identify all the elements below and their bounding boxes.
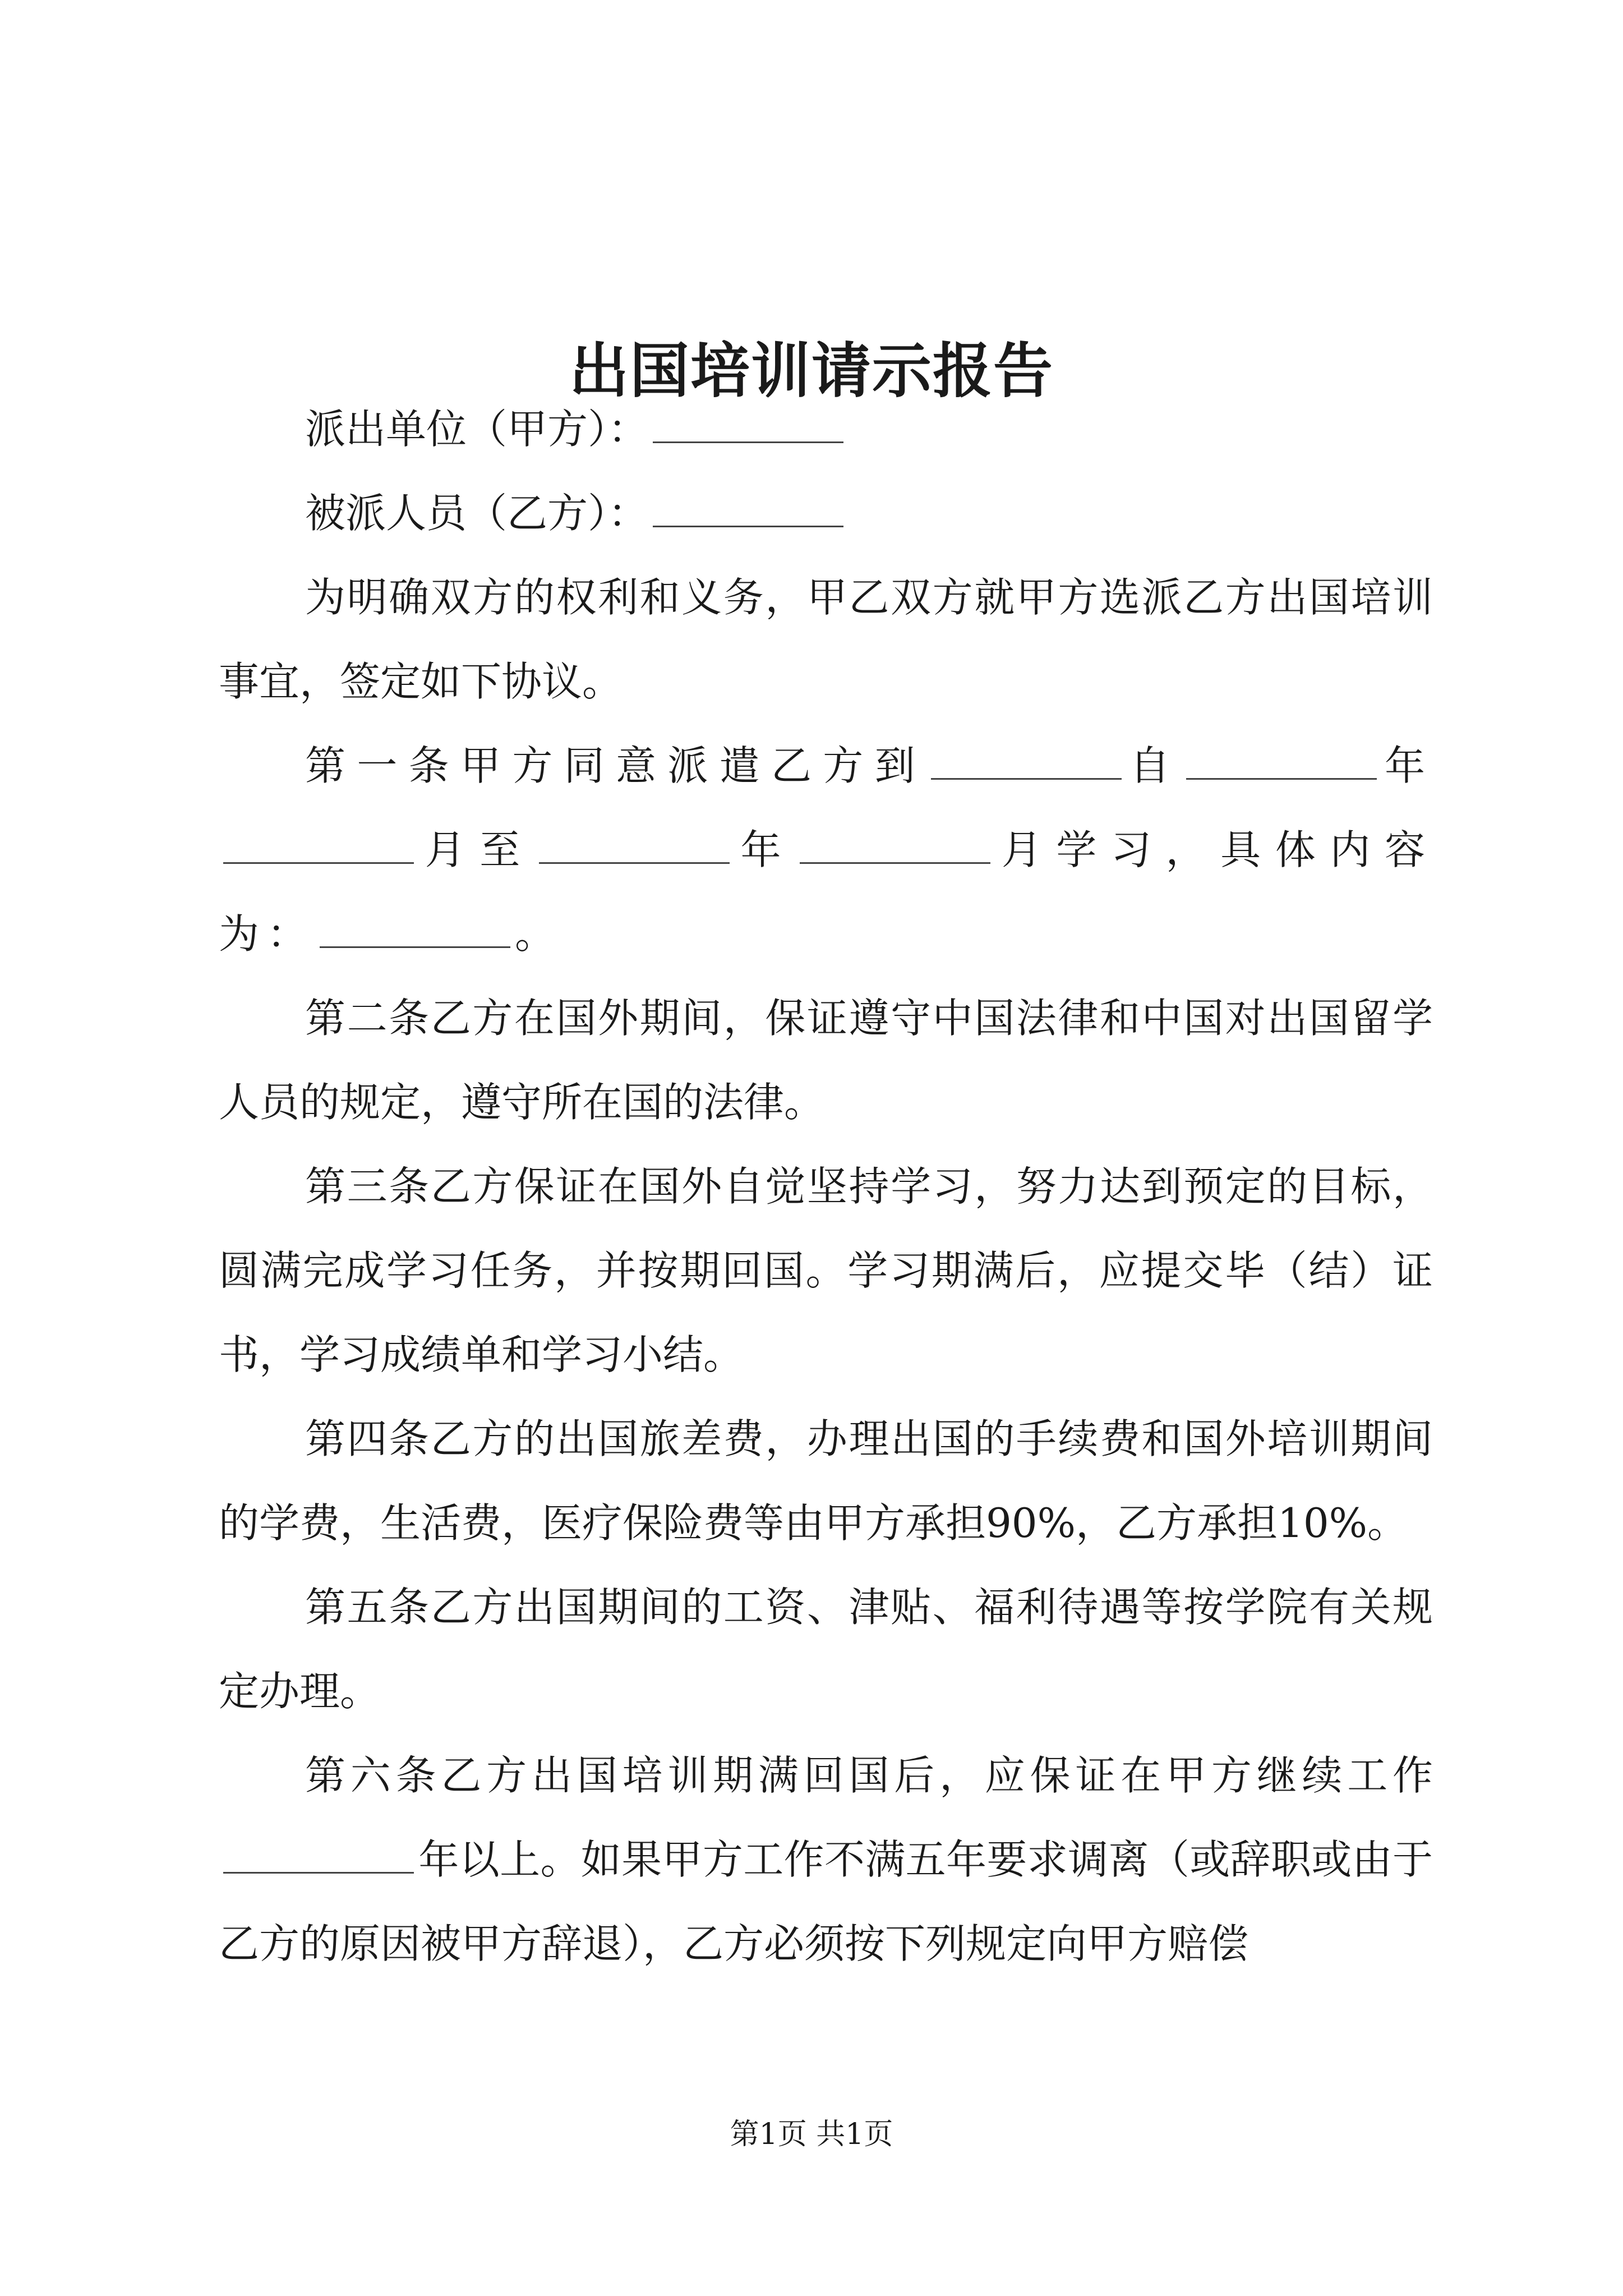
- party-b-label: 被派人员（乙方）：: [305, 490, 649, 537]
- end-month-blank: [800, 825, 990, 864]
- party-a-line: [219, 387, 1433, 471]
- start-year-blank: [1186, 741, 1377, 780]
- article-6-text-2: 年以上。如果甲方工作不满五年要求调离（或辞职或由于乙方的原因被甲方辞退），乙方必须按下列规定向甲方赔偿: [219, 1836, 1433, 1967]
- article-1-text-4: 月至: [418, 826, 534, 873]
- party-b-line: [219, 471, 1433, 555]
- content-blank: [320, 909, 510, 948]
- article-1-text-6: 月学习，具体内容为：: [219, 826, 1433, 958]
- end-year-blank: [539, 825, 730, 864]
- destination-blank: [931, 741, 1122, 780]
- article-6: [219, 1733, 1433, 1986]
- party-b-blank: [653, 489, 843, 527]
- party-a-blank: [653, 404, 843, 443]
- document-body: [219, 387, 1433, 1986]
- article-1-text-1: 第一条甲方同意派遣乙方到: [305, 742, 926, 789]
- article-1: [219, 724, 1433, 976]
- article-1-text-7: 。: [515, 910, 564, 958]
- article-6-text-1: 第六条乙方出国培训期满回国后，应保证在甲方继续工作: [305, 1752, 1433, 1799]
- intro-paragraph: 为明确双方的权利和义务，甲乙双方就甲方选派乙方出国培训事宜，签定如下协议。: [219, 574, 1433, 705]
- start-month-blank: [223, 825, 414, 864]
- party-a-label: 派出单位（甲方）：: [305, 406, 649, 453]
- years-blank: [223, 1835, 414, 1874]
- article-2: 第二条乙方在国外期间，保证遵守中国法律和中国对出国留学人员的规定，遵守所在国的法律。: [219, 995, 1433, 1126]
- article-1-text-5: 年: [734, 826, 796, 873]
- article-5: 第五条乙方出国期间的工资、津贴、福利待遇等按学院有关规定办理。: [219, 1584, 1433, 1715]
- page-footer: 第1页 共1页: [730, 2118, 893, 2151]
- article-4: 第四条乙方的出国旅差费，办理出国的手续费和国外培训期间的学费，生活费，医疗保险费等由甲方承担90%，乙方承担10%。: [219, 1415, 1433, 1547]
- document-title: 出国培训请示报告: [569, 335, 1054, 406]
- article-1-text-2: 自: [1126, 742, 1182, 789]
- article-1-text-3: 年: [1381, 742, 1433, 789]
- article-3: 第三条乙方保证在国外自觉坚持学习，努力达到预定的目标，圆满完成学习任务，并按期回国。学习期满后，应提交毕（结）证书，学习成绩单和学习小结。: [219, 1163, 1433, 1378]
